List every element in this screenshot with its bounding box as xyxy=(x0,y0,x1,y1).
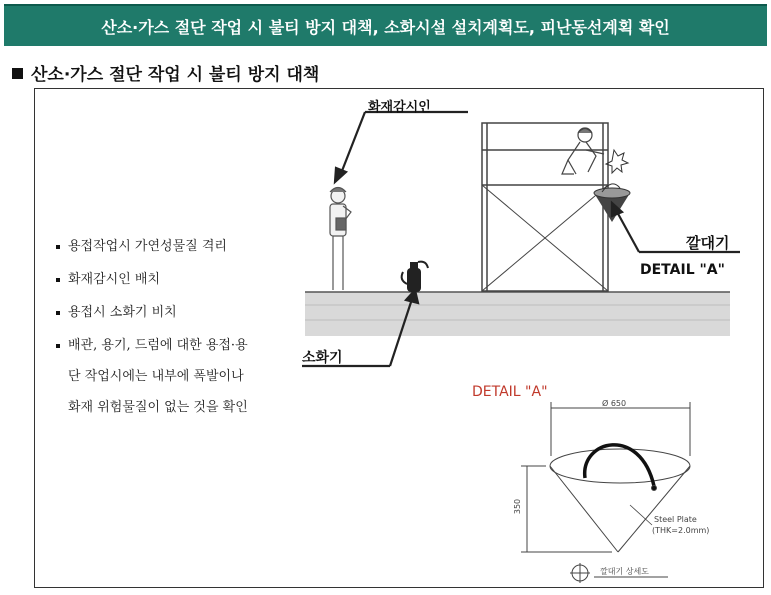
welder-figure xyxy=(562,128,604,174)
detail-caption: 깔대기 상세도 xyxy=(600,567,649,576)
bullet-item-4-line-2: 단 작업시에는 내부에 폭발이나 xyxy=(68,369,244,384)
fire-watcher-figure xyxy=(330,188,351,291)
detail-callout: DETAIL "A" xyxy=(640,262,725,278)
plate-label: Steel Plate xyxy=(654,515,697,524)
bullet-item-4: 배관, 용기, 드럼에 대한 용접·용 xyxy=(56,339,306,352)
ground-slab xyxy=(305,292,730,336)
bullet-item-2: 화재감시인 배치 xyxy=(56,273,306,286)
spark-icon xyxy=(606,150,628,173)
detail-drawing xyxy=(521,402,690,583)
bullet-item-1: 용접작업시 가연성물질 격리 xyxy=(56,240,306,253)
extinguisher-label: 소화기 xyxy=(302,350,343,366)
dimension-height: 350 xyxy=(513,498,523,515)
scaffold xyxy=(482,123,608,291)
bullet-item-3: 용접시 소화기 비치 xyxy=(56,306,306,319)
fire-watcher-label: 화재감시인 xyxy=(368,100,431,115)
dimension-diameter: Ø 650 xyxy=(602,399,627,408)
section-title-text: 산소·가스 절단 작업 시 불티 방지 대책 xyxy=(31,65,320,85)
funnel-label: 깔대기 xyxy=(686,234,730,252)
fire-extinguisher-icon xyxy=(402,262,428,292)
detail-title: DETAIL "A" xyxy=(472,384,548,400)
plate-thickness: (THK=2.0mm) xyxy=(652,526,710,535)
bullet-item-4-line-3: 화재 위험물질이 없는 것을 확인 xyxy=(68,400,248,415)
header-title: 산소·가스 절단 작업 시 불티 방지 대책, 소화시설 설치계획도, 피난동선계획 확인 xyxy=(101,17,670,37)
